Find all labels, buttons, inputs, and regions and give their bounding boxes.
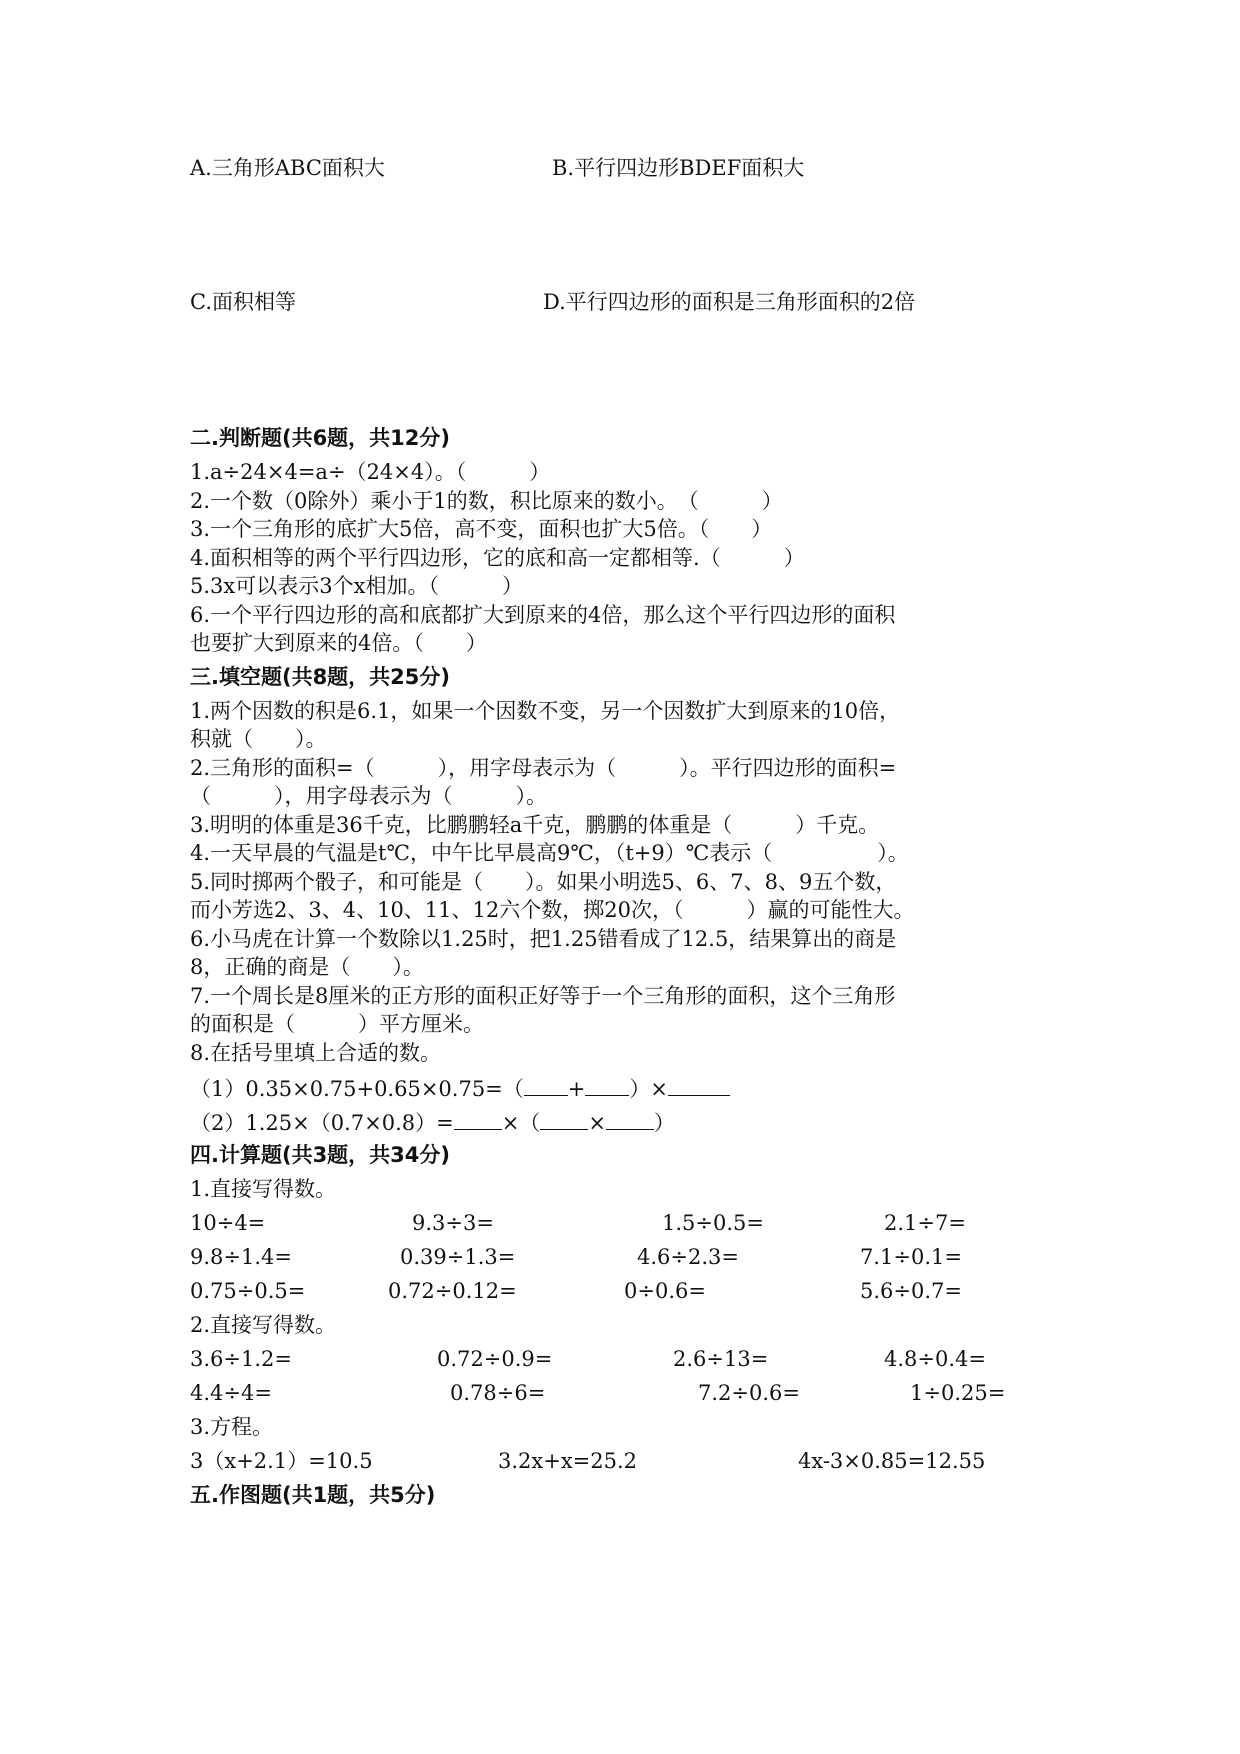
fill-text: （2）1.25×（0.7×0.8）= [190,1111,454,1135]
calc-item: 0.75÷0.5= [190,1279,306,1303]
choice-c: C.面积相等 [190,290,296,314]
question-line: 4.一天早晨的气温是t℃，中午比早晨高9℃，（t+9）℃表示（ ）。 [190,841,909,865]
question-line: 而小芳选2、3、4、10、11、12六个数，掷20次，（ ）赢的可能性大。 [190,898,915,922]
question-line: 5.同时掷两个骰子，和可能是（ ）。如果小明选5、6、7、8、9五个数， [190,870,897,894]
question-line: 2.三角形的面积=（ ），用字母表示为（ ）。平行四边形的面积= [190,756,897,780]
calc-item: 0.72÷0.9= [437,1347,553,1371]
question-line: 4.面积相等的两个平行四边形，它的底和高一定都相等.（ ） [190,546,805,570]
question-line: （ ），用字母表示为（ ）。 [190,784,547,808]
calc-item: 4.6÷2.3= [637,1245,739,1269]
answer-blank[interactable] [540,1107,588,1130]
calc-item: 0.39÷1.3= [400,1245,516,1269]
question-line: 5.3x可以表示3个x相加。（ ） [190,574,523,598]
choice-d: D.平行四边形的面积是三角形面积的2倍 [543,290,916,314]
fill-text: （1）0.35×0.75+0.65×0.75=（ [190,1077,524,1101]
fill-text: ）× [629,1077,668,1101]
question-line: 3.方程。 [190,1415,274,1439]
answer-blank[interactable] [668,1073,730,1096]
question-line: 2.一个数（0除外）乘小于1的数，积比原来的数小。 （ ） [190,489,783,513]
calc-item: 1÷0.25= [910,1381,1006,1405]
calc-item: 5.6÷0.7= [860,1279,962,1303]
question-line: 积就（ ）。 [190,727,327,751]
answer-blank[interactable] [524,1073,568,1096]
calc-item: 0.72÷0.12= [388,1279,517,1303]
question-line: 6.小马虎在计算一个数除以1.25时，把1.25错看成了12.5，结果算出的商是 [190,927,897,951]
answer-blank[interactable] [454,1107,502,1130]
calc-item: 1.5÷0.5= [662,1211,764,1235]
section-title: 五.作图题(共1题，共5分) [190,1483,436,1507]
section-title: 三.填空题(共8题，共25分) [190,665,451,689]
choice-a: A.三角形ABC面积大 [190,156,385,180]
question-line: 7.一个周长是8厘米的正方形的面积正好等于一个三角形的面积，这个三角形 [190,984,896,1008]
answer-blank[interactable] [585,1073,629,1096]
question-line: 6.一个平行四边形的高和底都扩大到原来的4倍，那么这个平行四边形的面积 [190,603,896,627]
question-line: 8.在括号里填上合适的数。 [190,1041,442,1065]
calc-item: 9.8÷1.4= [190,1245,292,1269]
question-line: 也要扩大到原来的4倍。（ ） [190,631,487,655]
question-line: 1.a÷24×4=a÷（24×4）。（ ） [190,460,551,484]
fill-text: + [567,1077,586,1101]
calc-item: 10÷4= [190,1211,266,1235]
fill-sub-question-2 [190,1107,675,1137]
calc-item: 3.6÷1.2= [190,1347,292,1371]
section-title: 四.计算题(共3题，共34分) [190,1143,451,1167]
question-line: 2.直接写得数。 [190,1313,337,1337]
calc-item: 4.8÷0.4= [884,1347,986,1371]
fill-sub-question-1 [190,1073,730,1103]
fill-text: × [588,1111,606,1135]
answer-blank[interactable] [606,1107,654,1130]
fill-text: ×（ [501,1111,541,1135]
question-line: 3.明明的体重是36千克，比鹏鹏轻a千克，鹏鹏的体重是（ ）千克。 [190,813,880,837]
calc-item: 0÷0.6= [624,1279,706,1303]
equation-item: 3（x+2.1）=10.5 [190,1449,373,1473]
calc-item: 7.1÷0.1= [860,1245,962,1269]
calc-item: 0.78÷6= [450,1381,546,1405]
question-line: 1.直接写得数。 [190,1177,337,1201]
question-line: 的面积是（ ）平方厘米。 [190,1012,484,1036]
equation-item: 4x-3×0.85=12.55 [798,1449,986,1473]
question-line: 8，正确的商是（ ）。 [190,955,424,979]
calc-item: 2.1÷7= [884,1211,966,1235]
question-line: 1.两个因数的积是6.1，如果一个因数不变，另一个因数扩大到原来的10倍， [190,699,901,723]
fill-text: ） [653,1111,675,1135]
choice-b: B.平行四边形BDEF面积大 [552,156,805,180]
calc-item: 7.2÷0.6= [698,1381,800,1405]
calc-item: 9.3÷3= [412,1211,494,1235]
section-title: 二.判断题(共6题，共12分) [190,426,451,450]
equation-item: 3.2x+x=25.2 [498,1449,638,1473]
question-line: 3.一个三角形的底扩大5倍，高不变，面积也扩大5倍。（ ） [190,517,773,541]
calc-item: 4.4÷4= [190,1381,272,1405]
calc-item: 2.6÷13= [673,1347,769,1371]
